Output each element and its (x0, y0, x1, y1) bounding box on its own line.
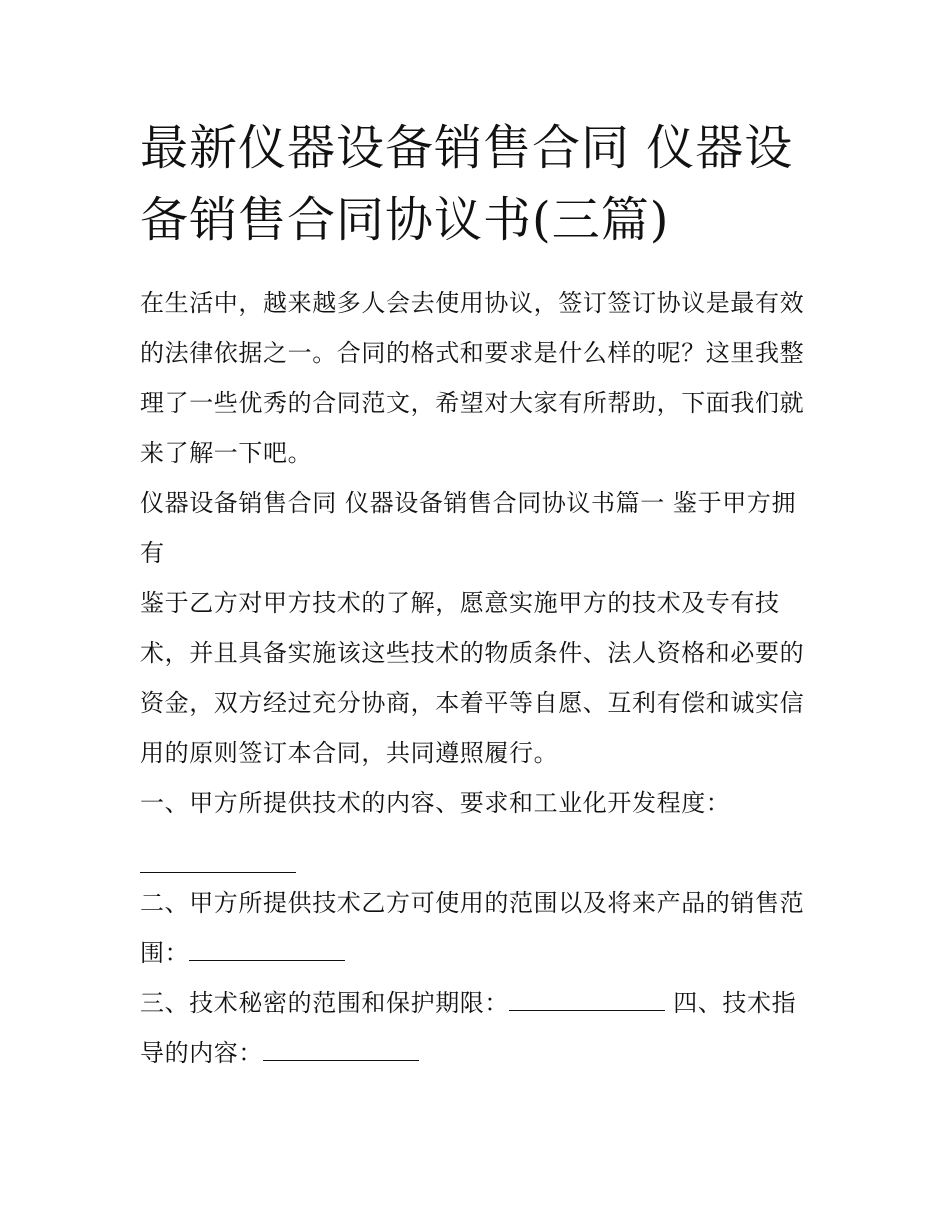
clause-3-blank (509, 980, 665, 1011)
preamble-paragraph: 鉴于乙方对甲方技术的了解，愿意实施甲方的技术及专有技术，并且具备实施该这些技术的物质条件、法人资格和必要的资金，双方经过充分协商，本着平等自愿、互利有偿和诚实信用的原则签订本合同，共同遵照履行。 (140, 589, 805, 767)
clause-3-4 (140, 978, 820, 1078)
section-heading: 仪器设备销售合同 仪器设备销售合同协议书篇一 鉴于甲方拥有 (140, 489, 797, 567)
document-body (140, 278, 820, 1078)
clause-2-blank (189, 930, 345, 961)
clause-4-text: 四、技术指导的内容： (140, 989, 797, 1067)
intro-paragraph: 在生活中，越来越多人会去使用协议，签订签订协议是最有效的法律依据之一。合同的格式和要求是什么样的呢？这里我整理了一些优秀的合同范文，希望对大家有所帮助，下面我们就来了解一下吧。 (140, 289, 805, 467)
clause-3-text: 三、技术秘密的范围和保护期限： (140, 989, 509, 1017)
document-title: 最新仪器设备销售合同 仪器设备销售合同协议书(三篇) (140, 120, 794, 248)
clause-2 (140, 878, 820, 978)
clause-4-blank (263, 1030, 419, 1061)
clause-1-blank (140, 842, 296, 873)
clause-2-text: 二、甲方所提供技术乙方可使用的范围以及将来产品的销售范围： (140, 889, 805, 967)
clause-1: 一、甲方所提供技术的内容、要求和工业化开发程度： (140, 789, 731, 817)
clause-1-blank-line (140, 828, 820, 878)
